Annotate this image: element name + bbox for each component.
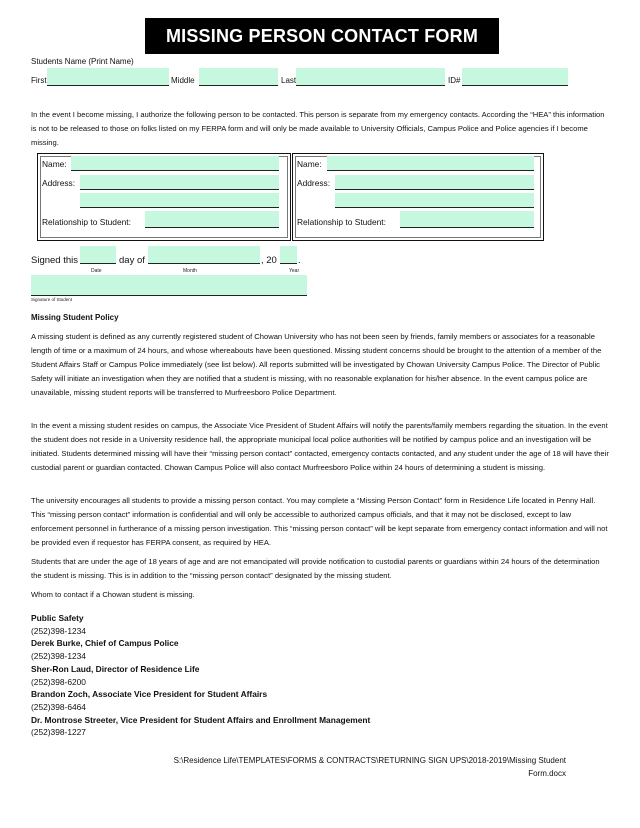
contact-left-address-field-1[interactable]: [80, 175, 279, 190]
signed-day-field[interactable]: [80, 246, 116, 264]
contact-left-address-field-2[interactable]: [80, 193, 279, 208]
middle-label: Middle: [171, 76, 195, 85]
contact-name: Public Safety: [31, 613, 84, 623]
intro-paragraph: In the event I become missing, I authorize the following person to be contacted. This person is separate from my emergency contacts. According the “HEA” this information is not to be released to those on folks listed on my FERPA form and will only be made available to University Officials, Campus Police and Police agencies if I become missing.: [31, 110, 605, 147]
contact-left-relationship-field[interactable]: [145, 211, 279, 228]
contact-box-right: [292, 153, 544, 241]
contact-phone: (252)398-1227: [31, 727, 86, 738]
middle-name-field[interactable]: [199, 68, 278, 86]
policy-paragraph-4: Students that are under the age of 18 years of age and are not emancipated will provide notification to custodial parents or guardians within 24 hours of the determination the student is missing. This is in addition to the “missing person contact” designated by the missing student.: [31, 557, 600, 580]
policy-paragraph-1: A missing student is defined as any currently registered student of Chowan University who has not been seen by friends, family members or associates for a reasonable length of time or a maximum of 24 hours, and whose whereabouts have been questioned. Missing student concerns should be brought to the attention of a member of the Student Affairs Staff or Campus Police immediately (see list below). All reports submitted will be investigated by Chowan University Campus Police. The Director of Public Safety will initiate an investigation when they are notified that a student is missing, with no reasonable explanation for his/her absence. In the event campus police are unavailable, missing student reports will be transferred to Murfreesboro Police Department.: [31, 332, 602, 397]
contact-right-name-label: Name:: [297, 159, 322, 169]
contact-right-address-label: Address:: [297, 178, 331, 188]
policy-paragraph-5: Whom to contact if a Chowan student is missing.: [31, 590, 195, 599]
contact-name: Sher-Ron Laud, Director of Residence Life: [31, 663, 200, 674]
contact-left-name-label: Name:: [42, 159, 67, 169]
contact-name: Dr. Montrose Streeter, Vice President for Student Affairs and Enrollment Management: [31, 714, 371, 725]
signed-month-field[interactable]: [148, 246, 260, 264]
contact-right-address-field-1[interactable]: [335, 175, 534, 190]
contact-right-relationship-label: Relationship to Student:: [297, 217, 386, 227]
student-name-heading: Students Name (Print Name): [31, 57, 134, 66]
day-of-label: day of: [119, 255, 145, 266]
contact-phone: (252)398-1234: [31, 625, 86, 636]
footer-file-path: [174, 754, 566, 780]
last-name-field[interactable]: [296, 68, 445, 86]
month-caption: Month: [183, 268, 197, 274]
comma-20-label: , 20: [261, 255, 277, 266]
contact-name: Brandon Zoch, Associate Vice President for Student Affairs: [31, 689, 268, 700]
last-label: Last: [281, 76, 297, 85]
contact-phone: (252)398-6464: [31, 701, 86, 712]
signed-year-field[interactable]: [280, 246, 297, 264]
contact-right-address-field-2[interactable]: [335, 193, 534, 208]
year-caption: Year: [289, 268, 300, 274]
contact-phone: (252)398-1234: [31, 651, 86, 662]
student-id-field[interactable]: [462, 68, 568, 86]
first-label: First: [31, 76, 47, 85]
footer-path-line-1: S:\Residence Life\TEMPLATES\FORMS & CONTRACTS\RETURNING SIGN UPS\2018-2019\Missing Student: [173, 756, 566, 765]
contact-left-relationship-label: Relationship to Student:: [42, 217, 131, 227]
policy-paragraph-3: The university encourages all students to provide a missing person contact. You may complete a “Missing Person Contact” form in Residence Life located in Penny Hall. This “missing person contact” information is confidential and will only be accessible to authorized campus officials, and that it may not be disclosed, except to law enforcement personnel in furtherance of a missing person investigation. This “missing person contact” will be kept separate from emergency contact information and will not be provided even if requestor has FERPA consent, as required by HEA.: [31, 496, 608, 547]
contact-phone: (252)398-6200: [31, 676, 86, 687]
signed-this-label: Signed this: [31, 255, 79, 266]
first-name-field[interactable]: [47, 68, 169, 86]
contact-list: [31, 612, 370, 739]
contact-right-relationship-field[interactable]: [400, 211, 534, 228]
policy-heading: Missing Student Policy: [31, 313, 119, 322]
contact-right-name-field[interactable]: [327, 156, 534, 171]
signature-caption: Signature of Student: [31, 297, 73, 302]
signature-field[interactable]: [31, 275, 307, 296]
id-label: ID#: [448, 76, 461, 85]
policy-paragraph-2: In the event a missing student resides on campus, the Associate Vice President of Student Affairs will notify the parents/family members regarding the situation. In the event the student does not reside in a University residence hall, the appropriate municipal local police authorities will be notified by campus police and an investigation will be initiated. Students determined missing will have their “missing person contact” contacted, emergency contacts contacted, and any student under the age of 18 will have their custodial parent or guardian contacted. Chowan Campus Police will also contact Murfreesboro Police within 24 hours of determining a student is missing.: [31, 421, 609, 472]
contact-left-address-label: Address:: [42, 178, 76, 188]
contact-left-name-field[interactable]: [71, 156, 279, 171]
period-mark: .: [298, 255, 301, 266]
contact-box-left: [37, 153, 291, 241]
footer-path-line-2: Form.docx: [528, 769, 566, 778]
page-title: MISSING PERSON CONTACT FORM: [145, 18, 499, 54]
date-caption: Date: [91, 268, 102, 274]
contact-name: Derek Burke, Chief of Campus Police: [31, 638, 179, 649]
